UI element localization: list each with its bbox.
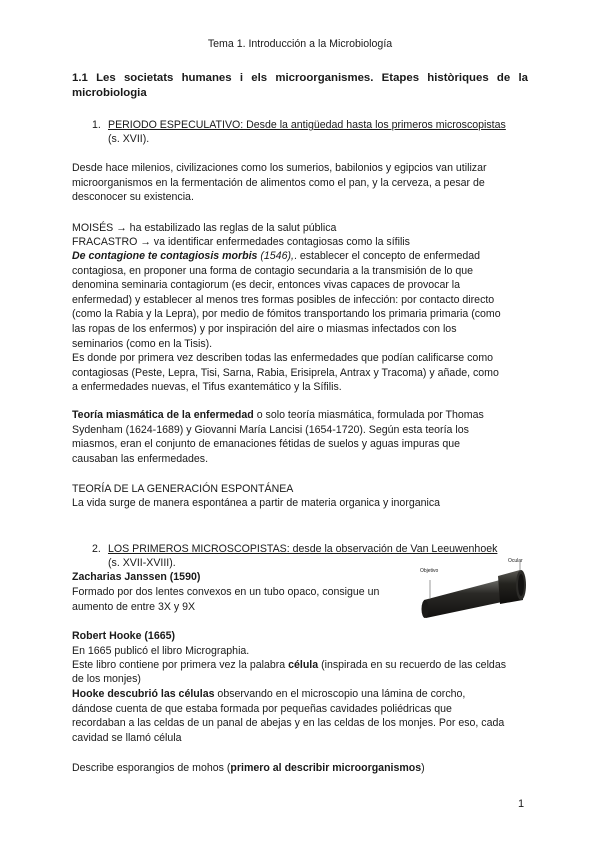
microscope-figure <box>420 558 532 630</box>
contagione-line: enfermedad) y establecer al menos tres formas posibles de infección: por contacto directo <box>72 293 495 306</box>
section-title-line2: microbiologia <box>72 87 147 99</box>
miasmatica-line: causaban las enfermedades. <box>72 452 209 465</box>
hooke-discovery-cont: cavidad se llamó célula <box>72 732 182 744</box>
section-title <box>72 71 528 86</box>
intro-line: desconocer su existencia. <box>72 191 194 204</box>
miasmatica-first-line <box>72 408 484 423</box>
section-title-word: i <box>239 72 243 84</box>
section-title-word: els <box>251 72 268 84</box>
page-header: Tema 1. Introducción a la Microbiología <box>207 38 393 50</box>
ocular-label: Ocular <box>508 558 523 564</box>
section-title-word: humanes <box>181 72 232 84</box>
generacion-text: La vida surge de manera espontánea a partir de materia organica y inorganica <box>72 497 441 509</box>
section-title-word: Etapes <box>381 72 420 84</box>
hooke-discovery-line <box>72 687 465 702</box>
section-title-word: històriques <box>427 72 489 84</box>
hooke-line2-pre: Este libro contiene por primera vez la palabra <box>72 659 289 671</box>
section-title-word: la <box>518 72 528 84</box>
item2-heading: LOS PRIMEROS MICROSCOPISTAS: desde la observación de Van Leeuwenhoek <box>108 543 498 555</box>
item2-heading-cont: (s. XVII-XVIII). <box>108 557 176 569</box>
miasmatica-title: Teoría miasmática de la enfermedad <box>72 409 254 421</box>
list-number-2: 2. <box>92 543 101 555</box>
contagione-line: las ropas de los enfermos) y por inspiración del aire o miasmas infectados con los <box>72 322 457 335</box>
miasmatica-paragraph <box>72 408 484 466</box>
hooke-line2 <box>72 658 506 673</box>
intro-paragraph <box>72 161 487 205</box>
intro-line: Desde hace milenios, civilizaciones como los sumerios, babilonios y egipcios van utilizar <box>72 162 487 174</box>
list-number-1: 1. <box>92 119 101 131</box>
contagione-line: Es donde por primera vez describen todas las enfermedades que podían calificarse como <box>72 352 494 365</box>
contagione-title: De contagione te contagiosis morbis <box>72 250 258 262</box>
generacion-title: TEORÍA DE LA GENERACIÓN ESPONTÁNEA <box>72 483 294 495</box>
hooke-discovery-rest: observando en el microscopio una lámina de corcho, <box>214 688 466 700</box>
hooke-celula: célula <box>288 659 319 671</box>
contagione-line: (como la Rabia y la Lepra), por medio de fómitos transportando los primaria primaria (como <box>72 308 501 321</box>
contagione-line: contagiosa, en proponer una forma de contagio secundaria a la transmisión de lo que <box>72 264 474 277</box>
miasmatica-line: miasmos, eran el conjunto de emanaciones fétidas de suelos y aguas impuras que <box>72 438 461 451</box>
contagione-line: contagiosas (Peste, Lepra, Tisi, Sarna, Rabia, Erisiprela, Antrax y Tracoma) y añade, como <box>72 366 499 379</box>
objective-label: Objetivo <box>420 568 439 574</box>
contagione-line: seminarios (como en la Tisis). <box>72 337 213 350</box>
esporangios-pre: Describe esporangios de mohos ( <box>72 762 231 774</box>
fracastro-line: FRACASTRO → va identificar enfermedades contagiosas como la sífilis <box>72 236 410 248</box>
contagione-line: denomina seminaria contagiorum (es decir, entonces vivas capaces de provocar la <box>72 279 461 292</box>
contagione-rest: . establecer el concepto de enfermedad <box>293 250 481 262</box>
contagione-year: (1546), <box>257 250 294 262</box>
section-title-word: de <box>496 72 511 84</box>
hooke-discovery-cont: dándose cuenta de que estaba formada por pequeñas cavidades poliédricas que <box>72 703 452 715</box>
janssen-title-text: Zacharias Janssen (1590) <box>72 571 201 583</box>
page-number: 1 <box>518 798 525 810</box>
moises-line: MOISÉS → ha estabilizado las reglas de la salut pública <box>72 222 337 234</box>
miasmatica-rest: o solo teoría miasmática, formulada por Thomas <box>253 409 484 421</box>
contagione-paragraph <box>72 249 501 395</box>
miasmatica-line: Sydenham (1624-1689) y Giovanni María Lancisi (1654-1720). Según esta teoría los <box>72 423 469 436</box>
item1-heading: PERIODO ESPECULATIVO: Desde la antigüedad hasta los primeros microscopistas <box>108 119 506 131</box>
section-title-word: 1.1 <box>72 72 88 84</box>
hooke-line2-post: (inspirada en su recuerdo de las celdas <box>318 659 507 671</box>
item1-heading-cont: (s. XVII). <box>108 133 150 145</box>
intro-line: microorganismos en la fermentación de alimentos como el pan, y la cerveza, a pesar de <box>72 176 485 189</box>
esporangios-post: ) <box>421 762 425 774</box>
contagione-first-line <box>72 249 501 264</box>
janssen-title <box>72 570 200 585</box>
hooke-title-text: Robert Hooke (1665) <box>72 630 176 642</box>
hooke-title <box>72 629 175 644</box>
janssen-line: Formado por dos lentes convexos en un tubo opaco, consigue un <box>72 586 380 598</box>
esporangios-bold: primero al describir microorganismos <box>230 762 422 774</box>
hooke-discovery-cont: recordaban a las celdas de un panal de abejas y en las celdas de los monjes. Por eso, cada <box>72 717 505 729</box>
hooke-line3: de los monjes) <box>72 673 141 685</box>
section-title-word: societats <box>123 72 174 84</box>
hooke-discovery-bold: Hooke descubrió las células <box>72 688 215 700</box>
section-title-word: Les <box>96 72 116 84</box>
esporangios-line <box>72 761 425 776</box>
section-title-word: microorganismes. <box>275 72 374 84</box>
janssen-line: aumento de entre 3X y 9X <box>72 601 196 613</box>
hooke-line1: En 1665 publicó el libro Micrographia. <box>72 645 250 657</box>
contagione-line: a enfermedades nuevas, el Tifus exantemático y la Sífilis. <box>72 381 342 394</box>
